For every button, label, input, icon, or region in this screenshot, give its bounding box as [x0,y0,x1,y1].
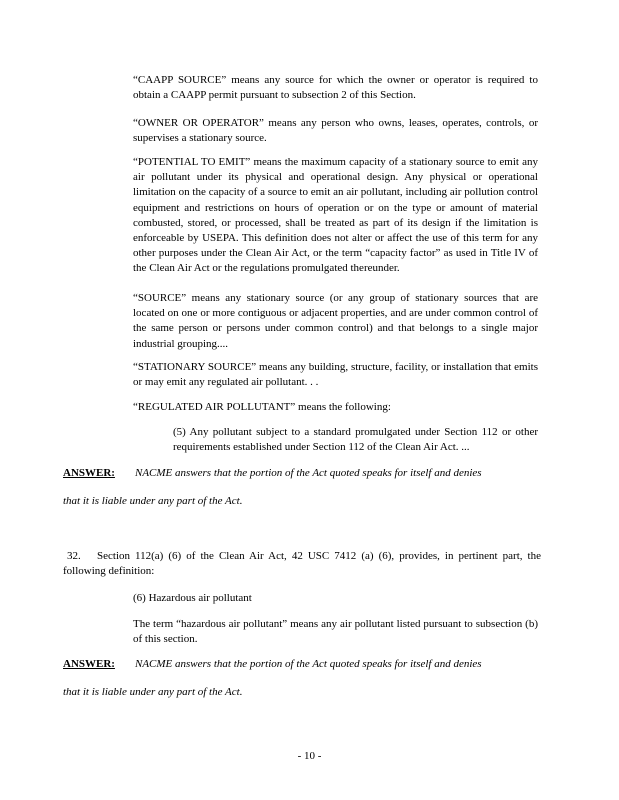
definition-potential-to-emit: “POTENTIAL TO EMIT” means the maximum capacity of a stationary source to emit any air pollutant under its physical and operational design. Any physical or operational limitation on the capacity of a source to emit an air pollutant, including air pollution control equipment and restrictions on hours of operation or on the type or amount of material combusted, stored, or processed, shall be treated as part of its design if the limitation is enforceable by USEPA. This definition does not alter or affect the use of this term for any other purposes under the Clean Air Act, or the term “capacity factor” as used in Title IV of the Clean Air Act or the regulations promulgated thereunder. [133,156,538,275]
paragraph-32 [63,549,541,579]
definition-caapp-source: “CAAPP SOURCE” means any source for which the owner or operator is required to obtain a CAAPP permit pursuant to subsection 2 of this Section. [133,74,538,102]
definition-stationary-source: “STATIONARY SOURCE” means any building, structure, facility, or installation that emits or may emit any regulated air pollutant. . . [133,361,538,389]
paragraph-text: Section 112(a) (6) of the Clean Air Act, 42 USC 7412 (a) (6), provides, in pertinent part, the following definition: [63,550,541,578]
answer-text-line1: NACME answers that the portion of the Act quoted speaks for itself and denies [135,467,482,479]
hazardous-heading: (6) Hazardous air pollutant [133,592,252,604]
paragraph-number: 32. [67,550,81,562]
regulated-pollutant-sub-item: (5) Any pollutant subject to a standard promulgated under Section 112 or other requirements established under Section 112 of the Clean Air Act. ... [173,426,538,454]
definition-source: “SOURCE” means any stationary source (or any group of stationary sources that are located on one or more contiguous or adjacent properties, and are under common control of the same person or persons under common control) and that belongs to a single major industrial grouping.... [133,292,538,350]
answer-text-line2: that it is liable under any part of the Act. [63,495,243,507]
page-number: - 10 - [297,750,322,762]
definition-owner-or-operator: “OWNER OR OPERATOR” means any person who owns, leases, operates, controls, or supervises a stationary source. [133,117,538,145]
answer-block-2 [63,657,541,672]
hazardous-definition: The term “hazardous air pollutant” means any air pollutant listed pursuant to subsection (b) of this section. [133,618,538,646]
answer-block-1 [63,466,541,481]
definition-regulated-air-pollutant: “REGULATED AIR POLLUTANT” means the following: [133,401,391,413]
answer-label: ANSWER: [63,467,115,479]
answer-text-line2: that it is liable under any part of the Act. [63,686,243,698]
answer-label: ANSWER: [63,658,115,670]
answer-text-line1: NACME answers that the portion of the Act quoted speaks for itself and denies [135,658,482,670]
